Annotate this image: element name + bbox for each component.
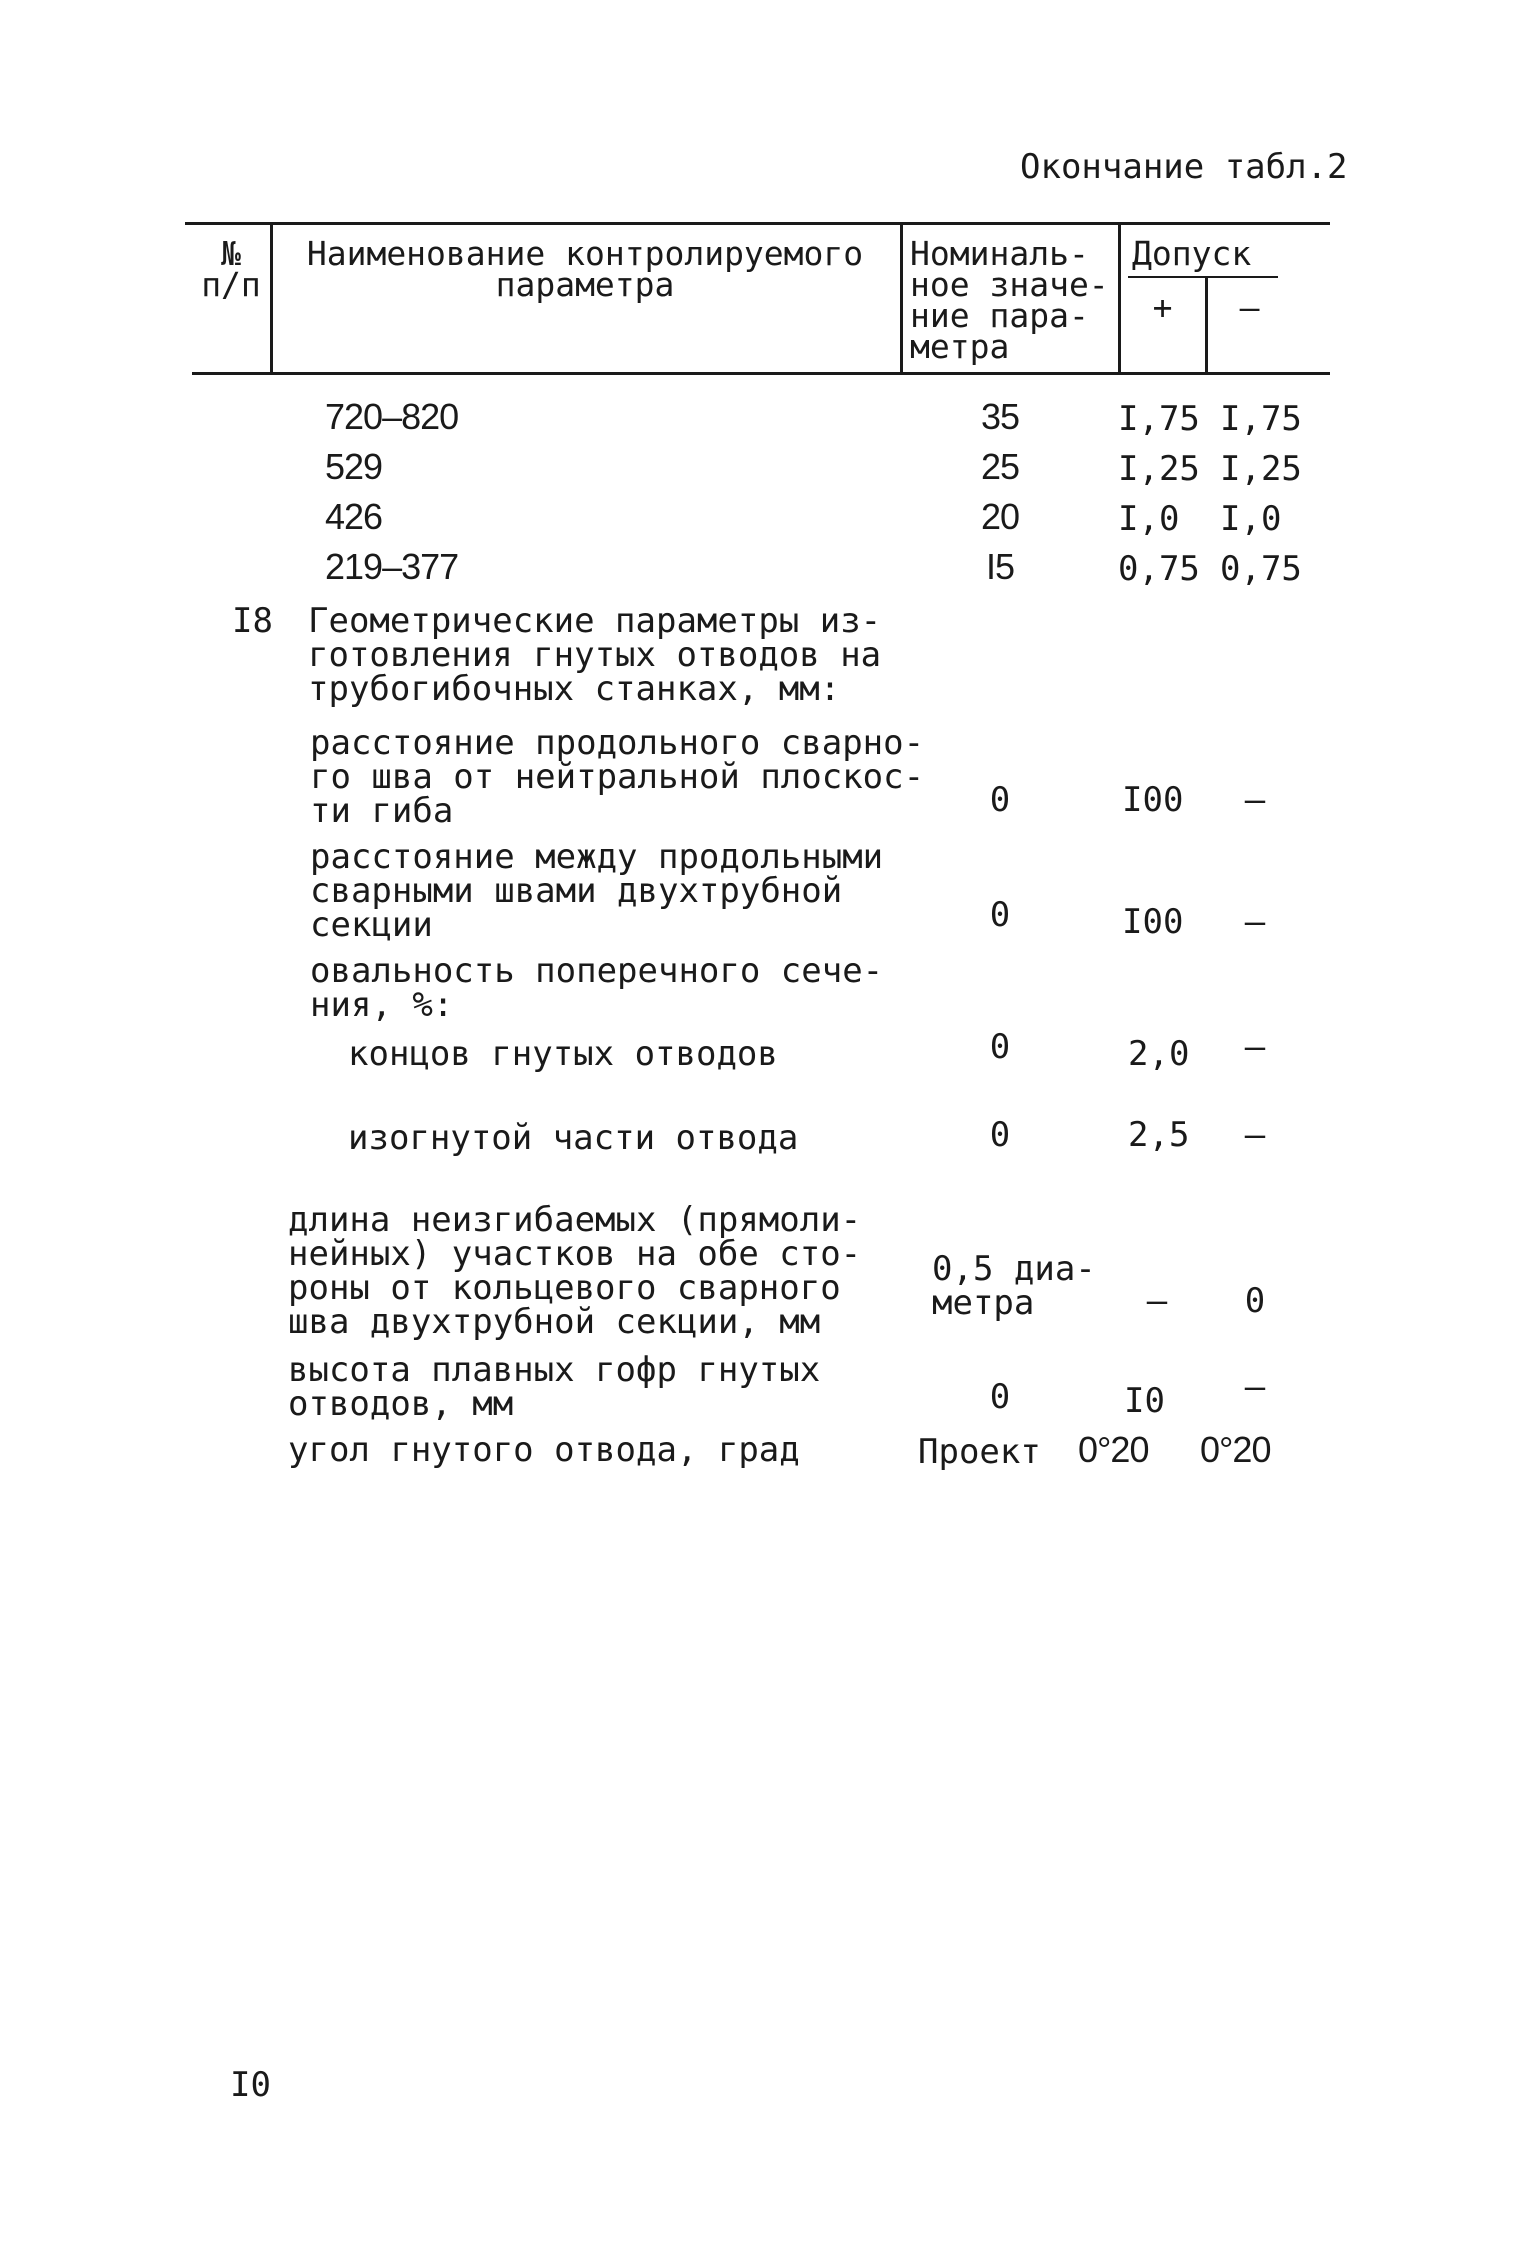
table-row-name: длина неизгибаемых (прямоли- нейных) участков на обе сто- роны от кольцевого сварного шва двухтрубной секции, мм bbox=[288, 1200, 862, 1342]
table-row-nominal: 20 bbox=[980, 496, 1020, 537]
table-row-plus: I00 bbox=[1122, 780, 1184, 820]
table-row-plus: 0,75 bbox=[1118, 549, 1200, 589]
table-header-divider-2 bbox=[900, 222, 903, 374]
table-row-plus: I,0 bbox=[1118, 499, 1180, 539]
table-row-nominal: 0 bbox=[989, 1027, 1011, 1067]
table-row-plus: I0 bbox=[1124, 1381, 1165, 1421]
header-nominal: Номиналь- ное значе- ние пара- метра bbox=[910, 234, 1109, 366]
header-name: Наименование контролируемого параметра bbox=[306, 234, 864, 304]
table-caption: Окончание табл.2 bbox=[1020, 147, 1348, 187]
header-plus: + bbox=[1152, 288, 1173, 327]
table-row-name: Геометрические параметры из- готовления гнутых отводов на трубогибочных станках, мм: bbox=[308, 601, 882, 709]
table-row-minus: – bbox=[1244, 1027, 1266, 1067]
header-minus: – bbox=[1239, 288, 1260, 327]
table-header-divider-4 bbox=[1205, 278, 1208, 374]
header-tolerance: Допуск bbox=[1132, 234, 1252, 273]
table-row-name: расстояние продольного сварно- го шва от нейтральной плоскос- ти гиба bbox=[310, 723, 925, 831]
table-row-minus: – bbox=[1244, 1115, 1266, 1155]
table-header-bottom-rule bbox=[192, 372, 1330, 375]
table-row-nominal: 0 bbox=[989, 895, 1011, 935]
table-row-minus: – bbox=[1244, 902, 1266, 942]
table-row-name: 219–377 bbox=[325, 546, 459, 587]
table-top-rule bbox=[185, 222, 1330, 225]
table-row-nominal: 0 bbox=[989, 1377, 1011, 1417]
table-row-nominal: 25 bbox=[980, 446, 1020, 487]
table-row-nominal: 0 bbox=[989, 780, 1011, 820]
table-row-name: 426 bbox=[325, 496, 383, 537]
table-row-name: расстояние между продольными сварными швами двухтрубной секции bbox=[310, 837, 884, 945]
table-row-num: I8 bbox=[232, 601, 273, 641]
table-row-plus: I00 bbox=[1122, 902, 1184, 942]
table-row-minus: I,75 bbox=[1220, 399, 1302, 439]
table-row-name: изогнутой части отвода bbox=[348, 1118, 799, 1158]
table-row-nominal: Проект bbox=[918, 1432, 1041, 1472]
table-row-minus: I,0 bbox=[1220, 499, 1282, 539]
page-number: I0 bbox=[230, 2065, 271, 2105]
table-row-minus: 0°20 bbox=[1200, 1429, 1271, 1470]
table-row-name: угол гнутого отвода, град bbox=[288, 1430, 800, 1470]
table-header-divider-3 bbox=[1118, 222, 1121, 374]
table-row-name: 720–820 bbox=[325, 396, 459, 437]
table-row-name: концов гнутых отводов bbox=[348, 1034, 778, 1074]
table-row-nominal: I5 bbox=[985, 546, 1015, 587]
table-row-minus: 0,75 bbox=[1220, 549, 1302, 589]
table-row-name: высота плавных гофр гнутых отводов, мм bbox=[288, 1350, 821, 1424]
table-row-plus: 2,5 bbox=[1128, 1115, 1190, 1155]
table-row-minus: 0 bbox=[1244, 1281, 1266, 1321]
table-row-minus: – bbox=[1244, 1367, 1266, 1407]
table-row-plus: 2,0 bbox=[1128, 1034, 1190, 1074]
table-row-plus: – bbox=[1146, 1281, 1168, 1321]
table-row-minus: – bbox=[1244, 780, 1266, 820]
tolerance-rule bbox=[1128, 276, 1278, 278]
table-row-nominal: 0,5 диа- метра bbox=[932, 1249, 1096, 1323]
header-num: № п/п bbox=[201, 234, 261, 304]
table-row-nominal: 35 bbox=[980, 396, 1020, 437]
table-row-plus: 0°20 bbox=[1078, 1429, 1149, 1470]
table-header-divider-1 bbox=[270, 222, 273, 374]
table-row-name: овальность поперечного сече- ния, %: bbox=[310, 951, 884, 1025]
table-row-minus: I,25 bbox=[1220, 449, 1302, 489]
table-row-nominal: 0 bbox=[989, 1115, 1011, 1155]
table-row-plus: I,25 bbox=[1118, 449, 1200, 489]
table-row-name: 529 bbox=[325, 446, 383, 487]
table-row-plus: I,75 bbox=[1118, 399, 1200, 439]
